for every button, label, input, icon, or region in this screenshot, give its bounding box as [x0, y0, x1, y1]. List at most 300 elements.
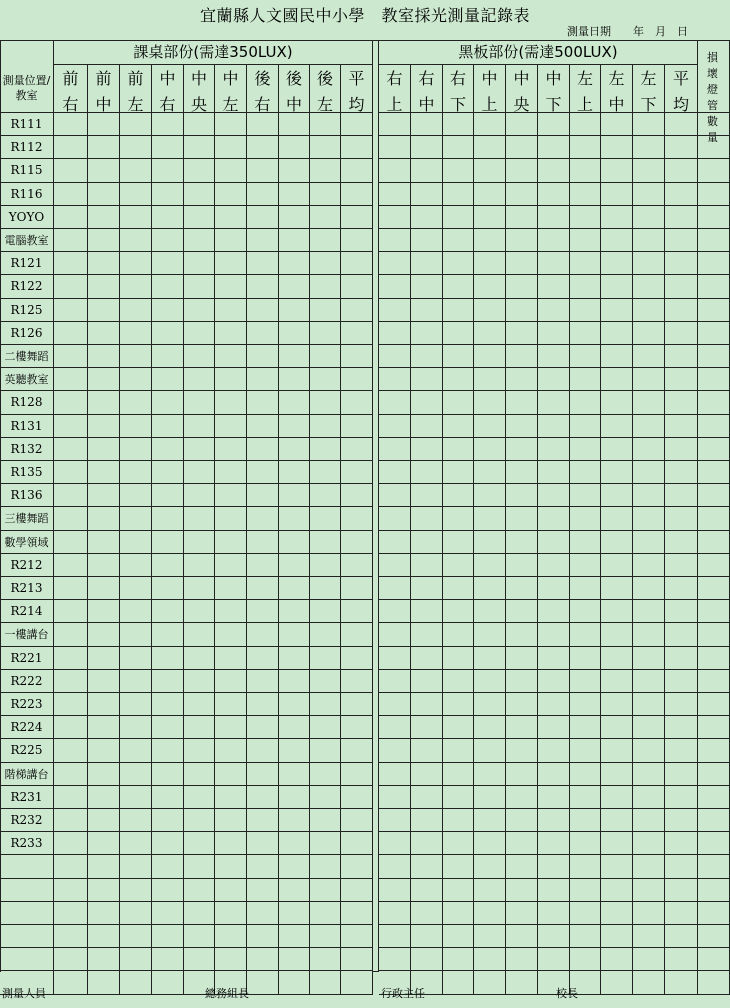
board-reading-cell [633, 415, 665, 438]
board-reading-cell [506, 299, 538, 322]
desk-reading-cell [120, 531, 152, 554]
board-reading-cell [411, 902, 443, 925]
board-reading-cell [601, 368, 633, 391]
room-label: 英聽教室 [0, 368, 54, 391]
room-label: R232 [0, 809, 54, 832]
signature-line [0, 985, 730, 1003]
board-reading-cell [506, 252, 538, 275]
board-reading-cell [506, 809, 538, 832]
damaged-lamps-cell [698, 206, 730, 229]
desk-reading-cell [247, 391, 279, 415]
header-char: 中 [608, 95, 625, 114]
desk-reading-cell [247, 670, 279, 693]
desk-reading-cell [120, 809, 152, 832]
desk-reading-cell [247, 368, 279, 391]
board-reading-cell [538, 183, 570, 206]
room-label: R221 [0, 647, 54, 670]
desk-reading-cell [152, 299, 184, 322]
desk-reading-cell [215, 159, 247, 183]
board-reading-cell [379, 345, 411, 368]
desk-reading-cell [279, 902, 310, 925]
board-reading-cell [474, 577, 506, 600]
header-char: 損 壞 [707, 51, 720, 80]
desk-reading-cell [120, 948, 152, 971]
desk-reading-cell [310, 252, 341, 275]
board-reading-cell [379, 716, 411, 739]
desk-reading-cell [247, 693, 279, 716]
desk-reading-cell [184, 554, 215, 577]
desk-reading-cell [152, 763, 184, 786]
board-reading-cell [633, 832, 665, 855]
board-reading-cell [601, 275, 633, 299]
desk-reading-cell [247, 229, 279, 252]
desk-reading-cell [88, 832, 120, 855]
desk-reading-cell [215, 600, 247, 623]
board-reading-cell [506, 229, 538, 252]
desk-reading-cell [152, 902, 184, 925]
board-reading-cell [443, 391, 474, 415]
desk-reading-cell [184, 229, 215, 252]
board-reading-cell [601, 206, 633, 229]
desk-reading-cell [54, 368, 88, 391]
board-reading-cell [474, 809, 506, 832]
board-reading-cell [506, 322, 538, 345]
desk-column-header [247, 65, 279, 113]
board-reading-cell [506, 670, 538, 693]
board-reading-cell [379, 948, 411, 971]
board-reading-cell [633, 716, 665, 739]
header-char: 燈 管 [707, 83, 720, 112]
desk-reading-cell [152, 554, 184, 577]
desk-reading-cell [152, 252, 184, 275]
board-reading-cell [411, 252, 443, 275]
board-reading-cell [601, 763, 633, 786]
desk-reading-cell [88, 577, 120, 600]
board-reading-cell [379, 415, 411, 438]
damaged-lamps-cell [698, 902, 730, 925]
room-label [0, 902, 54, 925]
desk-reading-cell [341, 229, 373, 252]
board-reading-cell [570, 484, 601, 507]
board-column-header [570, 65, 601, 113]
desk-reading-cell [184, 577, 215, 600]
header-char: 中 [418, 95, 435, 114]
board-reading-cell [633, 159, 665, 183]
board-reading-cell [379, 136, 411, 159]
desk-reading-cell [120, 183, 152, 206]
board-reading-cell [665, 925, 698, 948]
desk-reading-cell [215, 206, 247, 229]
board-reading-cell [379, 763, 411, 786]
header-char: 左 [127, 95, 144, 114]
board-reading-cell [570, 554, 601, 577]
board-reading-cell [601, 136, 633, 159]
desk-reading-cell [341, 647, 373, 670]
board-reading-cell [411, 391, 443, 415]
board-reading-cell [474, 902, 506, 925]
desk-reading-cell [279, 252, 310, 275]
desk-reading-cell [310, 670, 341, 693]
board-reading-cell [665, 229, 698, 252]
desk-reading-cell [54, 183, 88, 206]
desk-reading-cell [279, 786, 310, 809]
board-section-title: 黑板部份(需達500LUX) [379, 40, 698, 65]
board-reading-cell [506, 739, 538, 763]
board-reading-cell [474, 275, 506, 299]
desk-reading-cell [88, 391, 120, 415]
desk-reading-cell [88, 229, 120, 252]
room-label: R112 [0, 136, 54, 159]
board-reading-cell [443, 902, 474, 925]
desk-reading-cell [310, 415, 341, 438]
room-label: R116 [0, 183, 54, 206]
board-reading-cell [665, 577, 698, 600]
board-reading-cell [506, 832, 538, 855]
desk-reading-cell [279, 739, 310, 763]
board-reading-cell [538, 786, 570, 809]
board-reading-cell [665, 739, 698, 763]
desk-reading-cell [120, 902, 152, 925]
desk-reading-cell [152, 809, 184, 832]
desk-reading-cell [215, 531, 247, 554]
board-reading-cell [443, 368, 474, 391]
desk-reading-cell [184, 531, 215, 554]
board-reading-cell [506, 507, 538, 531]
desk-reading-cell [54, 229, 88, 252]
desk-reading-cell [120, 716, 152, 739]
board-reading-cell [570, 832, 601, 855]
damaged-lamps-cell [698, 739, 730, 763]
desk-reading-cell [120, 368, 152, 391]
desk-reading-cell [88, 809, 120, 832]
desk-reading-cell [152, 623, 184, 647]
desk-reading-cell [215, 299, 247, 322]
desk-reading-cell [310, 554, 341, 577]
desk-reading-cell [120, 670, 152, 693]
board-reading-cell [538, 136, 570, 159]
board-reading-cell [443, 322, 474, 345]
desk-reading-cell [247, 809, 279, 832]
header-char: 右 [386, 69, 403, 88]
board-reading-cell [633, 438, 665, 461]
board-reading-cell [665, 136, 698, 159]
desk-reading-cell [184, 275, 215, 299]
desk-reading-cell [152, 322, 184, 345]
board-reading-cell [665, 415, 698, 438]
desk-reading-cell [88, 786, 120, 809]
board-reading-cell [633, 786, 665, 809]
desk-reading-cell [152, 786, 184, 809]
board-reading-cell [633, 113, 665, 136]
board-reading-cell [601, 183, 633, 206]
room-label: R131 [0, 415, 54, 438]
board-reading-cell [474, 623, 506, 647]
board-reading-cell [379, 623, 411, 647]
damaged-lamps-cell [698, 879, 730, 902]
board-reading-cell [411, 159, 443, 183]
room-label: R128 [0, 391, 54, 415]
board-reading-cell [538, 716, 570, 739]
board-reading-cell [506, 600, 538, 623]
board-reading-cell [538, 229, 570, 252]
board-reading-cell [538, 368, 570, 391]
board-reading-cell [570, 136, 601, 159]
board-reading-cell [665, 206, 698, 229]
desk-reading-cell [184, 391, 215, 415]
header-char: 平 [672, 69, 689, 88]
header-char: 數 量 [707, 115, 720, 144]
board-reading-cell [443, 925, 474, 948]
board-reading-cell [633, 206, 665, 229]
board-reading-cell [379, 739, 411, 763]
desk-reading-cell [279, 879, 310, 902]
desk-reading-cell [341, 438, 373, 461]
desk-reading-cell [215, 577, 247, 600]
board-reading-cell [538, 159, 570, 183]
board-reading-cell [474, 693, 506, 716]
desk-reading-cell [247, 763, 279, 786]
board-reading-cell [506, 275, 538, 299]
desk-reading-cell [184, 879, 215, 902]
board-reading-cell [379, 600, 411, 623]
header-char: 左 [608, 69, 625, 88]
desk-reading-cell [120, 647, 152, 670]
header-char: 央 [190, 95, 207, 114]
board-reading-cell [538, 832, 570, 855]
board-reading-cell [665, 368, 698, 391]
surveyor-signature-label: 測量人員 [2, 987, 46, 1000]
board-reading-cell [474, 554, 506, 577]
board-reading-cell [633, 693, 665, 716]
damaged-lamps-cell [698, 554, 730, 577]
board-reading-cell [633, 623, 665, 647]
board-reading-cell [601, 600, 633, 623]
board-reading-cell [601, 647, 633, 670]
board-reading-cell [379, 159, 411, 183]
desk-reading-cell [54, 879, 88, 902]
header-char: 後 [285, 69, 302, 88]
desk-reading-cell [54, 925, 88, 948]
damaged-lamps-cell [698, 786, 730, 809]
header-char: 後 [254, 69, 271, 88]
desk-reading-cell [341, 693, 373, 716]
board-reading-cell [411, 739, 443, 763]
desk-reading-cell [54, 484, 88, 507]
desk-reading-cell [88, 925, 120, 948]
room-label: R222 [0, 670, 54, 693]
desk-reading-cell [54, 554, 88, 577]
desk-reading-cell [120, 206, 152, 229]
desk-reading-cell [310, 322, 341, 345]
desk-column-header [120, 65, 152, 113]
desk-reading-cell [341, 763, 373, 786]
board-reading-cell [538, 391, 570, 415]
desk-reading-cell [215, 716, 247, 739]
board-reading-cell [538, 577, 570, 600]
board-reading-cell [443, 507, 474, 531]
desk-reading-cell [341, 252, 373, 275]
header-char: 中 [190, 69, 207, 88]
board-reading-cell [474, 647, 506, 670]
desk-reading-cell [120, 832, 152, 855]
desk-reading-cell [341, 136, 373, 159]
board-reading-cell [506, 438, 538, 461]
board-reading-cell [411, 577, 443, 600]
damaged-lamps-cell [698, 391, 730, 415]
board-reading-cell [665, 252, 698, 275]
board-reading-cell [474, 716, 506, 739]
board-reading-cell [633, 461, 665, 484]
desk-reading-cell [247, 739, 279, 763]
board-reading-cell [601, 484, 633, 507]
board-reading-cell [601, 299, 633, 322]
board-reading-cell [570, 345, 601, 368]
desk-reading-cell [152, 484, 184, 507]
desk-reading-cell [152, 600, 184, 623]
desk-reading-cell [152, 577, 184, 600]
desk-reading-cell [54, 322, 88, 345]
board-reading-cell [665, 763, 698, 786]
board-reading-cell [570, 855, 601, 879]
desk-reading-cell [215, 113, 247, 136]
header-char: 下 [449, 95, 466, 114]
board-reading-cell [570, 670, 601, 693]
desk-reading-cell [310, 507, 341, 531]
board-reading-cell [379, 183, 411, 206]
board-reading-cell [506, 925, 538, 948]
desk-reading-cell [184, 507, 215, 531]
damaged-lamps-cell [698, 647, 730, 670]
board-reading-cell [443, 763, 474, 786]
header-char: 右 [159, 95, 176, 114]
desk-reading-cell [54, 391, 88, 415]
damaged-lamps-cell [698, 461, 730, 484]
board-reading-cell [601, 531, 633, 554]
desk-reading-cell [310, 229, 341, 252]
board-reading-cell [474, 948, 506, 971]
desk-reading-cell [54, 159, 88, 183]
damaged-lamps-cell [698, 229, 730, 252]
board-reading-cell [411, 345, 443, 368]
board-column-header [411, 65, 443, 113]
board-reading-cell [474, 183, 506, 206]
damaged-lamps-cell [698, 809, 730, 832]
board-reading-cell [506, 786, 538, 809]
desk-reading-cell [279, 716, 310, 739]
board-reading-cell [411, 670, 443, 693]
desk-reading-cell [341, 159, 373, 183]
desk-section-title: 課桌部份(需達350LUX) [54, 40, 373, 65]
board-reading-cell [411, 554, 443, 577]
desk-reading-cell [310, 531, 341, 554]
board-reading-cell [411, 438, 443, 461]
desk-reading-cell [120, 786, 152, 809]
desk-reading-cell [310, 461, 341, 484]
desk-reading-cell [88, 763, 120, 786]
desk-reading-cell [184, 925, 215, 948]
board-reading-cell [601, 415, 633, 438]
desk-reading-cell [120, 623, 152, 647]
board-reading-cell [443, 461, 474, 484]
board-reading-cell [474, 438, 506, 461]
desk-reading-cell [341, 925, 373, 948]
board-reading-cell [443, 229, 474, 252]
desk-reading-cell [215, 461, 247, 484]
board-reading-cell [633, 531, 665, 554]
room-label: R111 [0, 113, 54, 136]
room-label: R212 [0, 554, 54, 577]
desk-reading-cell [215, 670, 247, 693]
desk-reading-cell [54, 461, 88, 484]
desk-reading-cell [88, 113, 120, 136]
board-reading-cell [570, 739, 601, 763]
board-reading-cell [506, 716, 538, 739]
board-reading-cell [538, 299, 570, 322]
desk-reading-cell [310, 832, 341, 855]
board-reading-cell [443, 183, 474, 206]
desk-reading-cell [215, 183, 247, 206]
board-reading-cell [538, 438, 570, 461]
desk-reading-cell [54, 299, 88, 322]
board-reading-cell [506, 879, 538, 902]
header-char: 右 [254, 95, 271, 114]
board-reading-cell [506, 391, 538, 415]
desk-reading-cell [88, 461, 120, 484]
header-char: 左 [316, 95, 333, 114]
board-reading-cell [474, 855, 506, 879]
header-char: 平 [348, 69, 365, 88]
board-reading-cell [443, 159, 474, 183]
board-reading-cell [379, 531, 411, 554]
board-reading-cell [379, 229, 411, 252]
desk-reading-cell [310, 763, 341, 786]
board-reading-cell [570, 438, 601, 461]
board-reading-cell [633, 647, 665, 670]
desk-reading-cell [341, 879, 373, 902]
header-char: 測量位置/ [2, 74, 51, 87]
board-reading-cell [601, 925, 633, 948]
board-reading-cell [379, 206, 411, 229]
desk-reading-cell [247, 415, 279, 438]
desk-column-header [88, 65, 120, 113]
desk-reading-cell [184, 902, 215, 925]
board-reading-cell [665, 275, 698, 299]
desk-reading-cell [215, 855, 247, 879]
desk-reading-cell [184, 693, 215, 716]
board-reading-cell [538, 461, 570, 484]
desk-reading-cell [215, 368, 247, 391]
desk-reading-cell [310, 299, 341, 322]
desk-reading-cell [341, 600, 373, 623]
desk-reading-cell [152, 739, 184, 763]
board-reading-cell [570, 879, 601, 902]
desk-reading-cell [279, 229, 310, 252]
room-label: 一樓講台 [0, 623, 54, 647]
desk-reading-cell [215, 623, 247, 647]
board-reading-cell [474, 391, 506, 415]
board-reading-cell [411, 206, 443, 229]
room-label: 三樓舞蹈 [0, 507, 54, 531]
board-reading-cell [601, 252, 633, 275]
desk-reading-cell [152, 368, 184, 391]
desk-reading-cell [152, 879, 184, 902]
board-reading-cell [379, 438, 411, 461]
desk-reading-cell [247, 948, 279, 971]
board-reading-cell [665, 322, 698, 345]
room-label: R136 [0, 484, 54, 507]
board-reading-cell [474, 206, 506, 229]
damaged-lamps-cell [698, 670, 730, 693]
